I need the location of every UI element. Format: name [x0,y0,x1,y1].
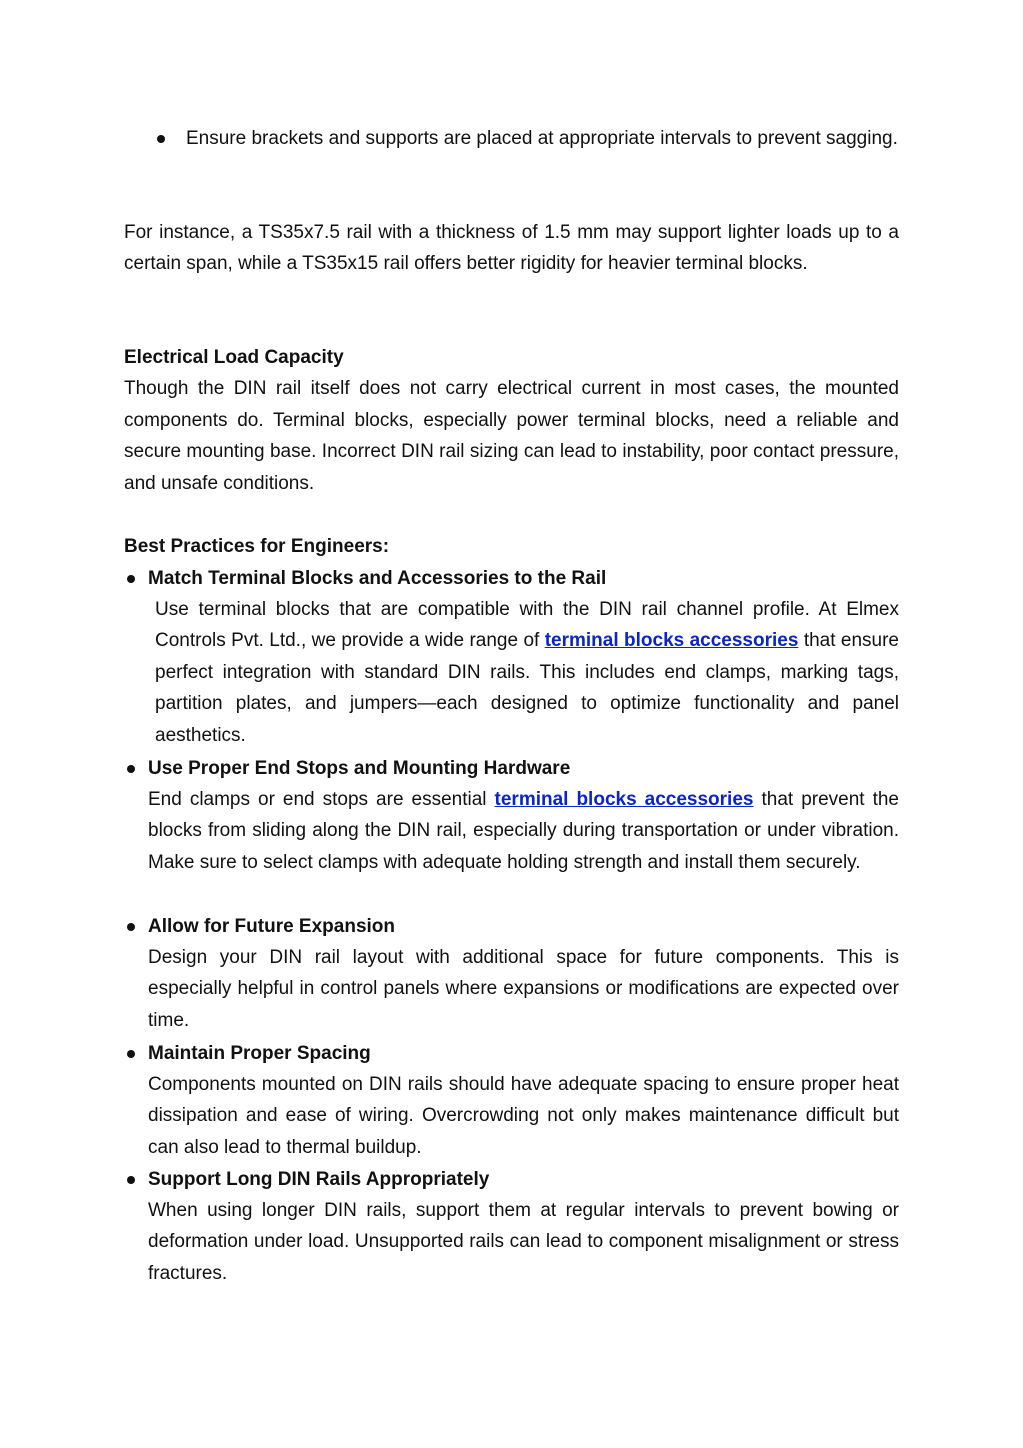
bullet-icon [127,923,135,931]
practice-item-body [155,594,899,751]
terminal-blocks-accessories-link[interactable]: terminal blocks accessories [494,789,754,810]
practice-item-title [148,1164,899,1195]
bullet-icon [127,575,135,583]
practice-item-body [148,942,899,1036]
practice-item-2-title: Use Proper End Stops and Mounting Hardware [148,758,571,779]
best-practices-section [124,531,899,562]
practice-item-body [148,784,899,878]
practice-item-1-title: Match Terminal Blocks and Accessories to the Rail [148,568,607,589]
best-practices-heading: Best Practices for Engineers: [124,536,390,557]
electrical-body: Though the DIN rail itself does not carry electrical current in most cases, the mounted components do. Terminal blocks, especially power terminal blocks, need a reliable and secure mounting base. Incorrect DIN rail sizing can lead to instability, poor contact pressure, and unsafe conditions. [124,378,899,494]
practice-item-title [148,753,899,784]
practice-item-1-text-before: Use terminal blocks that are compatible with the DIN rail channel profile. At Elmex Controls Pvt. Ltd., we provide a wide range of [155,599,899,652]
practice-item-body [148,1069,899,1163]
instance-paragraph [124,217,899,280]
practice-item-4-title: Maintain Proper Spacing [148,1043,371,1064]
practice-item-2-text-after: that prevent the blocks from sliding along the DIN rail, especially during transportation or under vibration. Make sure to select clamps with adequate holding strength and install them securely. [148,789,899,873]
intro-bullet-text [186,123,899,154]
practice-item-1-text-after: that ensure perfect integration with standard DIN rails. This includes end clamps, marking tags, partition plates, and jumpers—each designed to optimize functionality and panel aesthetics. [155,630,899,746]
practice-item-5-text: When using longer DIN rails, support them at regular intervals to prevent bowing or deformation under load. Unsupported rails can lead to component misalignment or stress fractures. [148,1200,899,1284]
intro-bullet-content: Ensure brackets and supports are placed at appropriate intervals to prevent sagging. [186,128,898,149]
bullet-icon [157,135,165,143]
practice-item-title [148,911,899,942]
electrical-heading: Electrical Load Capacity [124,347,344,368]
instance-paragraph-text: For instance, a TS35x7.5 rail with a thickness of 1.5 mm may support lighter loads up to a certain span, while a TS35x15 rail offers better rigidity for heavier terminal blocks. [124,222,899,275]
practice-item-5-title: Support Long DIN Rails Appropriately [148,1169,490,1190]
practice-item-title [148,1038,899,1069]
terminal-blocks-accessories-link[interactable]: terminal blocks accessories [544,630,799,652]
practice-item-4-text: Components mounted on DIN rails should have adequate spacing to ensure proper heat dissipation and ease of wiring. Overcrowding not only makes maintenance difficult but can also lead to thermal buildup. [148,1074,899,1158]
practice-item-title [148,563,899,594]
practice-item-body [148,1195,899,1289]
bullet-icon [127,765,135,773]
bullet-icon [127,1176,135,1184]
practice-item-3-title: Allow for Future Expansion [148,916,396,937]
electrical-section [124,342,899,499]
bullet-icon [127,1050,135,1058]
practice-item-3-text: Design your DIN rail layout with additional space for future components. This is especially helpful in control panels where expansions or modifications are expected over time. [148,947,899,1031]
practice-item-2-text-before: End clamps or end stops are essential [148,789,495,810]
